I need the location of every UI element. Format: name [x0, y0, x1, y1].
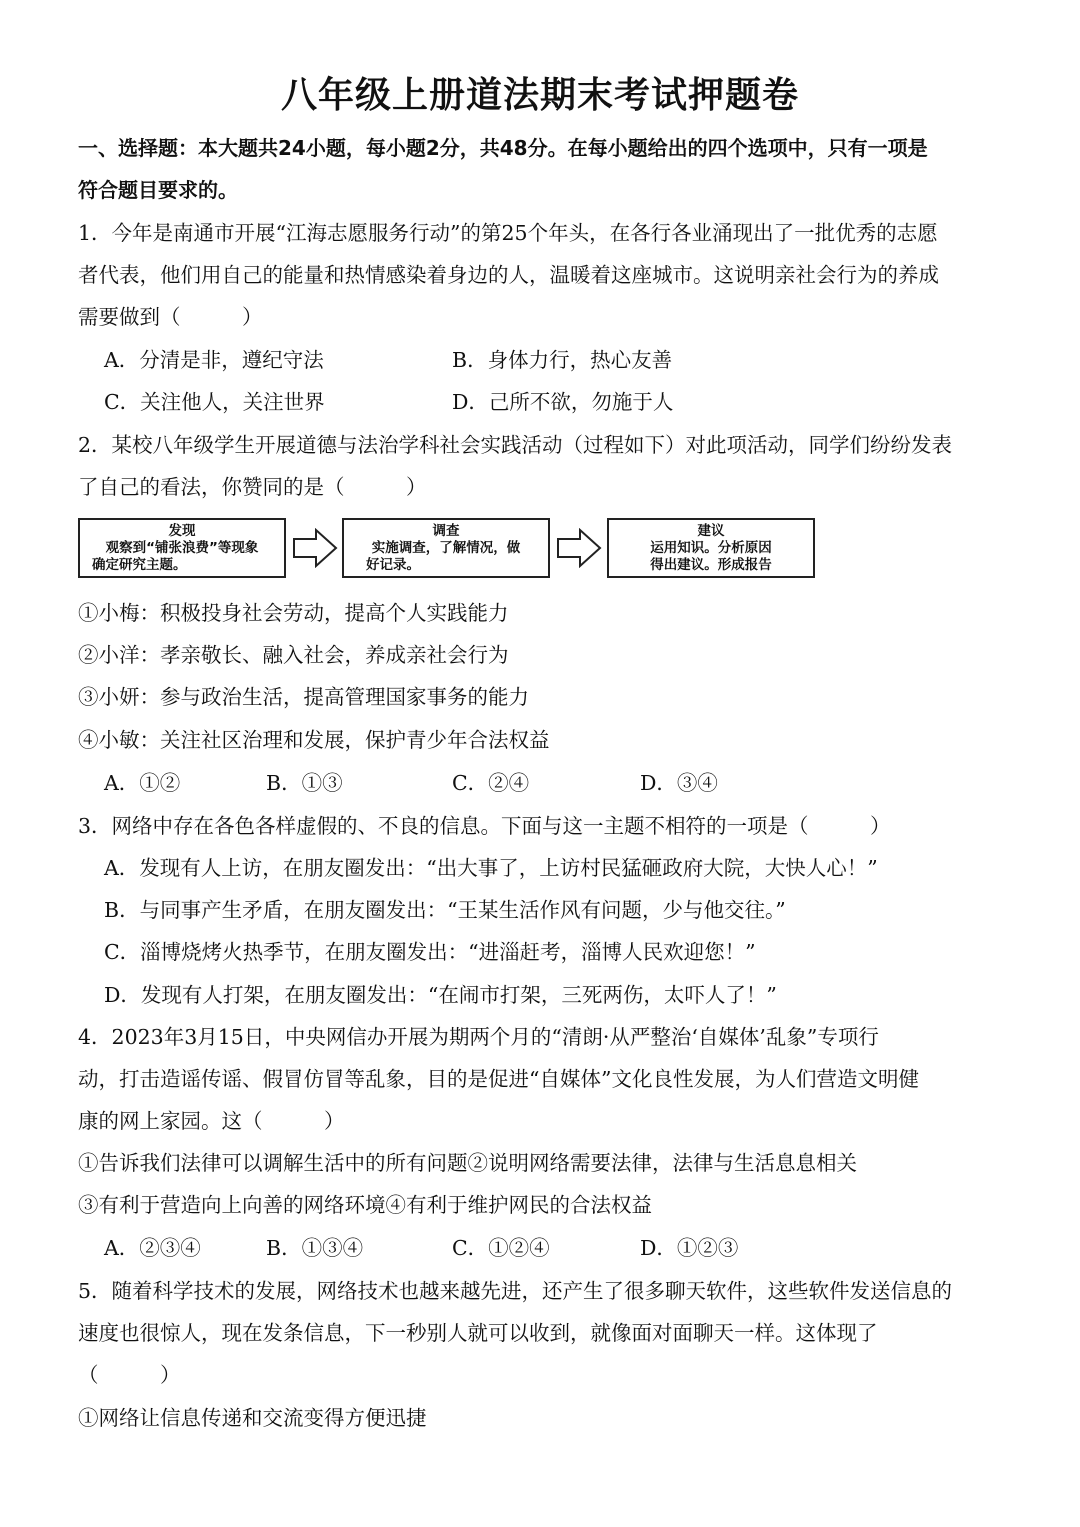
flow-step-title: 发现	[168, 523, 196, 539]
q2-option-d: D．③④	[640, 771, 718, 795]
arrow-right-icon	[292, 528, 338, 568]
q4-statement-2: ③有利于营造向上向善的网络环境④有利于维护网民的合法权益	[78, 1193, 652, 1217]
section-heading-line-1: 一、选择题：本大题共24小题，每小题2分，共48分。在每小题给出的四个选项中，只有一项是	[78, 136, 928, 160]
q5-line-1: 5．随着科学技术的发展，网络技术也越来越先进，还产生了很多聊天软件，这些软件发送信息的	[78, 1279, 953, 1303]
q5-statement-1: ①网络让信息传递和交流变得方便迅捷	[78, 1406, 427, 1430]
q2-statement-4: ④小敏：关注社区治理和发展，保护青少年合法权益	[78, 728, 550, 752]
q1-line-3: 需要做到（ ）	[78, 305, 263, 329]
page-title: 八年级上册道法期末考试押题卷	[280, 75, 799, 116]
q1-option-c: C．关注他人，关注世界	[104, 390, 325, 414]
q2-option-a: A．①②	[104, 771, 181, 795]
q3-option-c: C．淄博烧烤火热季节，在朋友圈发出：“进淄赶考，淄博人民欢迎您！”	[104, 940, 756, 964]
q3-line-1: 3．网络中存在各色各样虚假的、不良的信息。下面与这一主题不相符的一项是（ ）	[78, 814, 891, 838]
q2-statement-3: ③小妍：参与政治生活，提高管理国家事务的能力	[78, 685, 529, 709]
flow-step-text: 运用知识。分析原因	[650, 540, 772, 556]
q5-line-3: （ ）	[78, 1363, 181, 1387]
arrow-right-icon	[556, 528, 602, 568]
section-heading-line-2: 符合题目要求的。	[78, 178, 238, 202]
q4-option-c: C．①②④	[452, 1236, 550, 1260]
flow-step-text: 得出建议。形成报告	[650, 557, 772, 573]
flow-step-text: 确定研究主题。	[92, 557, 187, 573]
q4-option-d: D．①②③	[640, 1236, 739, 1260]
q2-line-1: 2．某校八年级学生开展道德与法治学科社会实践活动（过程如下）对此项活动，同学们纷纷发表	[78, 433, 953, 457]
flow-step-title: 调查	[432, 523, 460, 539]
flow-step-title: 建议	[697, 523, 725, 539]
q2-line-2: 了自己的看法，你赞同的是（ ）	[78, 475, 427, 499]
flow-step-text: 观察到“铺张浪费”等现象	[105, 540, 259, 556]
q1-option-a: A．分清是非，遵纪守法	[104, 348, 324, 372]
q3-option-a: A．发现有人上访，在朋友圈发出：“出大事了，上访村民猛砸政府大院，大快人心！”	[104, 856, 878, 880]
flow-step-discover	[78, 518, 286, 578]
q4-statement-1: ①告诉我们法律可以调解生活中的所有问题②说明网络需要法律，法律与生活息息相关	[78, 1151, 857, 1175]
q4-line-2: 动，打击造谣传谣、假冒仿冒等乱象，目的是促进“自媒体”文化良性发展，为人们营造文明健	[78, 1067, 919, 1091]
q3-option-d: D．发现有人打架，在朋友圈发出：“在闹市打架，三死两伤，太吓人了！”	[104, 983, 777, 1007]
flow-step-text: 好记录。	[366, 557, 420, 573]
q4-line-1: 4．2023年3月15日，中央网信办开展为期两个月的“清朗·从严整治‘自媒体’乱象”专项行	[78, 1025, 879, 1049]
q1-option-b: B．身体力行，热心友善	[452, 348, 673, 372]
q1-line-1: 1．今年是南通市开展“江海志愿服务行动”的第25个年头，在各行各业涌现出了一批优秀的志愿	[78, 221, 938, 245]
q2-statement-1: ①小梅：积极投身社会劳动，提高个人实践能力	[78, 601, 509, 625]
flow-step-text: 实施调查，了解情况，做	[371, 540, 521, 556]
q4-line-3: 康的网上家园。这（ ）	[78, 1109, 345, 1133]
q1-option-d: D．己所不欲，勿施于人	[452, 390, 674, 414]
flow-step-investigate	[342, 518, 550, 578]
q5-line-2: 速度也很惊人，现在发条信息，下一秒别人就可以收到，就像面对面聊天一样。这体现了	[78, 1321, 878, 1345]
q3-option-b: B．与同事产生矛盾，在朋友圈发出：“王某生活作风有问题，少与他交往。”	[104, 898, 786, 922]
q2-statement-2: ②小洋：孝亲敬长、融入社会，养成亲社会行为	[78, 643, 509, 667]
q1-line-2: 者代表，他们用自己的能量和热情感染着身边的人，温暖着这座城市。这说明亲社会行为的养成	[78, 263, 939, 287]
q2-option-b: B．①③	[266, 771, 343, 795]
q4-option-b: B．①③④	[266, 1236, 364, 1260]
q2-option-c: C．②④	[452, 771, 530, 795]
q4-option-a: A．②③④	[104, 1236, 201, 1260]
flow-step-suggest	[607, 518, 815, 578]
